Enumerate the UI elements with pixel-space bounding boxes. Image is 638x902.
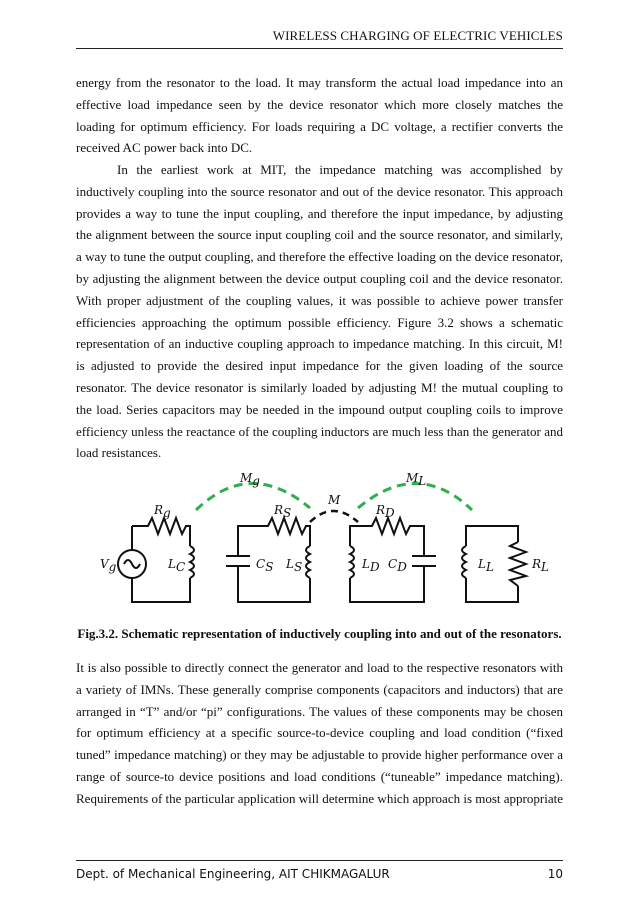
label-rs: RS (274, 503, 292, 520)
label-lc: LC (168, 557, 186, 574)
paragraph-1: energy from the resonator to the load. It may transform the actual load impedance into an effective load impedance seen by the device resonator which more closely matches the loading for optimum efficiency. For loads requiring a DC voltage, a rectifier converts the received AC power back into DC. (76, 75, 563, 156)
label-rg: Rg (154, 503, 171, 520)
paragraph-3: It is also possible to directly connect the generator and load to the respective resonators with a variety of IMNs. These generally comprise components (capacitors and inductors) that are arranged in “T” and/or “pi” configurations. The values of these components may be chosen for optimum efficiency at a specific source-to-device coupling and load condition (“fixed tuned” impedance matching) or they may be adjustable to provide higher performance over a range of source-to device positions and load conditions (“tuneable” impedance matching). Requirements of the particular application will determine which approach is most appropriate (76, 660, 563, 806)
label-ls: LS (286, 557, 303, 574)
label-ll: LL (478, 557, 494, 574)
circuit-schematic (88, 462, 551, 612)
label-ld: LD (362, 557, 380, 574)
label-rl: RL (532, 557, 550, 574)
paragraph-2: In the earliest work at MIT, the impedance matching was accomplished by inductively coupling into the source resonator and out of the device resonator. This approach provides a way to tune the input coupling, and therefore the input impedance, by adjusting the alignment between the source input coupling coil and the source resonator, and similarly, a way to tune the output coupling, and therefore the effective loading on the device resonator, by adjusting the alignment between the device output coupling coil and the device resonator. With proper adjustment of the coupling values, it was possible to achieve power transfer efficiencies approaching the optimum possible efficiency. Figure 3.2 shows a schematic representation of an inductive coupling approach to impedance matching. In this circuit, M! is adjusted to provide the desired input impedance for the given loading of the source resonator. The device resonator is similarly loaded by adjusting M! the mutual coupling to the load. Series capacitors may be needed in the impound output coupling coils to improve efficiency unless the reactance of the coupling inductors are much less than the generator and load resistances. (76, 162, 563, 461)
label-cd: CD (388, 557, 407, 574)
label-ml: ML (406, 471, 427, 488)
capacitor-cd (412, 556, 436, 566)
inductor-ls (306, 546, 310, 578)
page-number: 10 (547, 867, 563, 881)
footer-department: Dept. of Mechanical Engineering, AIT CHIKMAGALUR (76, 867, 390, 881)
circuit-figure (88, 462, 551, 612)
label-cs: CS (256, 557, 274, 574)
label-vg: Vg (100, 557, 117, 574)
inductor-ld (350, 546, 354, 578)
coupling-arc-m (310, 511, 358, 522)
resistor-rl (510, 542, 526, 586)
footer-rule (76, 860, 563, 861)
label-mg: Mg (240, 471, 260, 488)
page-header: WIRELESS CHARGING OF ELECTRIC VEHICLES (272, 28, 563, 43)
inductor-lc (190, 546, 194, 578)
label-m: M (328, 493, 341, 507)
header-rule (76, 48, 563, 49)
ac-source-wave (124, 560, 140, 568)
label-rd: RD (376, 503, 395, 520)
capacitor-cs (226, 556, 250, 566)
inductor-ll (462, 546, 466, 578)
figure-caption: Fig.3.2. Schematic representation of inductively coupling into and out of the resonators. (77, 626, 562, 641)
